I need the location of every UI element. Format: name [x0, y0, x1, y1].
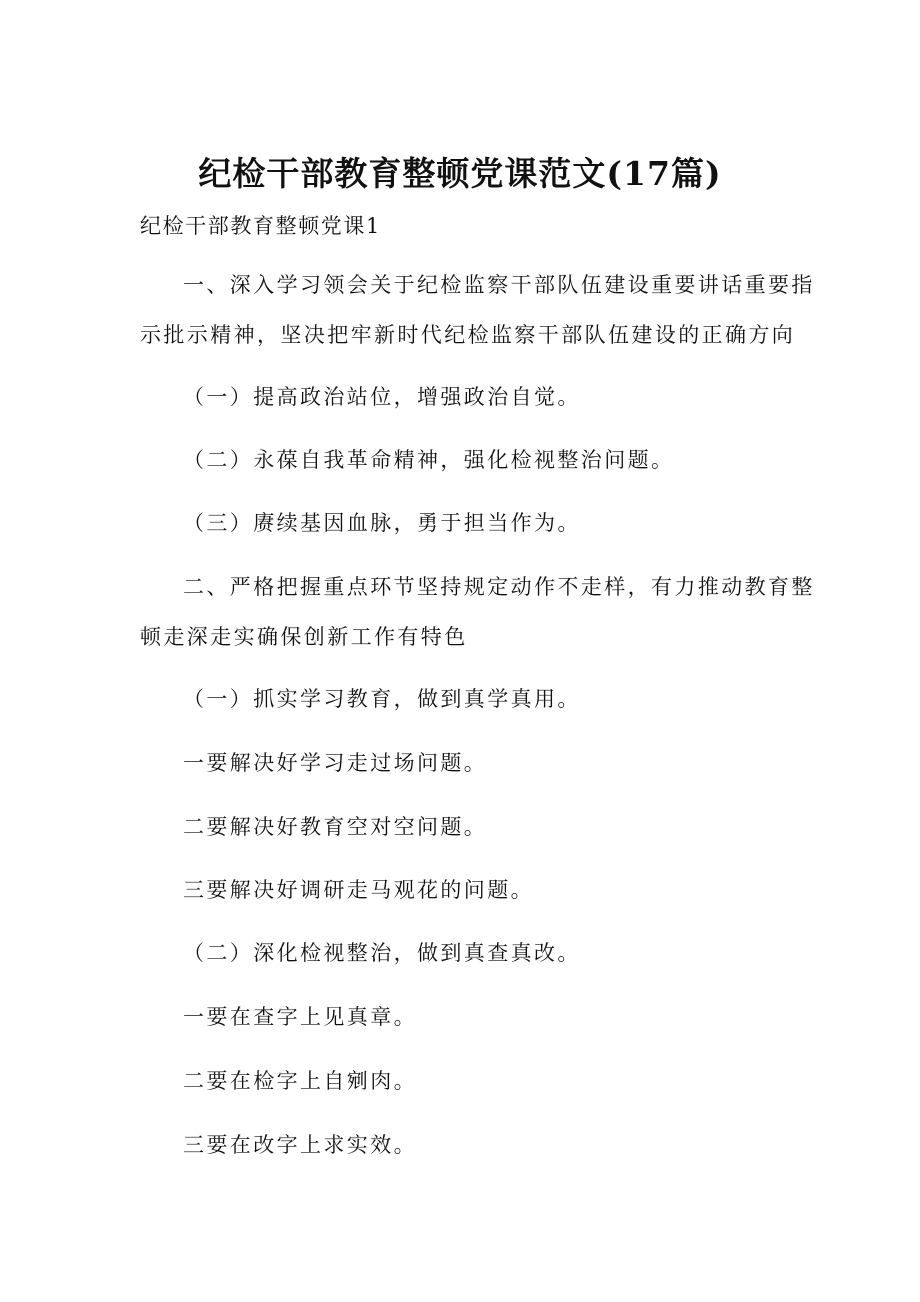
- paragraph-line: 三要解决好调研走马观花的问题。: [183, 878, 534, 902]
- paragraph-line: 二要在检字上自剜肉。: [183, 1069, 417, 1093]
- paragraph-line: 一要解决好学习走过场问题。: [183, 751, 488, 775]
- paragraph-line: 一要在查字上见真章。: [183, 1005, 417, 1029]
- subsection-1-3: （三）赓续基因血脉，勇于担当作为。: [183, 511, 581, 535]
- paragraph-line: 二要解决好教育空对空问题。: [183, 815, 488, 839]
- section-heading-2-line-1: 二、严格把握重点环节坚持规定动作不走样，有力推动教育整: [183, 575, 815, 599]
- subsection-1-1: （一）提高政治站位，增强政治自觉。: [183, 385, 581, 409]
- document-title: 纪检干部教育整顿党课范文(17篇): [198, 154, 722, 193]
- paragraph-line: 三要在改字上求实效。: [183, 1133, 417, 1157]
- subsection-2-2: （二）深化检视整治，做到真查真改。: [183, 941, 581, 965]
- section-heading-1-line-2: 示批示精神，坚决把牢新时代纪检监察干部队伍建设的正确方向: [140, 323, 796, 347]
- subsection-2-1: （一）抓实学习教育，做到真学真用。: [183, 687, 581, 711]
- document-subtitle: 纪检干部教育整顿党课1: [140, 214, 381, 238]
- section-heading-1-line-1: 一、深入学习领会关于纪检监察干部队伍建设重要讲话重要指: [183, 273, 815, 297]
- section-heading-2-line-2: 顿走深走实确保创新工作有特色: [140, 625, 468, 649]
- subsection-1-2: （二）永葆自我革命精神，强化检视整治问题。: [183, 448, 675, 472]
